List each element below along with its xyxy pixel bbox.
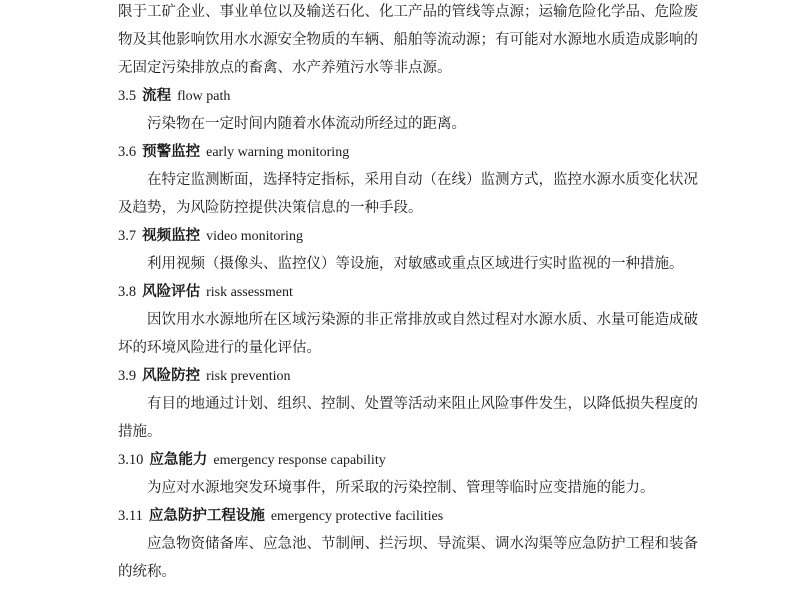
term-chinese: 应急防护工程设施 <box>148 507 265 524</box>
term-definition-3-6: 在特定监测断面，选择特定指标，采用自动（在线）监测方式，监控水源水质变化状况 <box>147 172 698 188</box>
term-definition-3-6-cont: 及趋势，为风险防控提供决策信息的一种手段。 <box>118 200 423 216</box>
term-english: video monitoring <box>206 229 303 244</box>
term-heading-3-11 <box>118 506 443 527</box>
term-chinese: 风险防控 <box>142 367 201 384</box>
term-english: emergency response capability <box>213 453 386 468</box>
term-definition-3-11-cont: 的统称。 <box>118 564 176 580</box>
term-number: 3.9 <box>118 368 137 384</box>
term-definition-3-7: 利用视频（摄像头、监控仪）等设施，对敏感或重点区域进行实时监视的一种措施。 <box>147 256 684 272</box>
term-chinese: 视频监控 <box>142 227 201 244</box>
term-number: 3.10 <box>118 452 144 468</box>
intro-line-3: 无固定污染排放点的畜禽、水产养殖污水等非点源。 <box>118 60 452 76</box>
term-heading-3-7 <box>118 226 303 247</box>
term-english: flow path <box>177 89 231 104</box>
term-chinese: 应急能力 <box>149 451 208 468</box>
term-number: 3.8 <box>118 284 137 300</box>
term-chinese: 流程 <box>142 87 172 104</box>
term-definition-3-9-cont: 措施。 <box>118 424 162 440</box>
term-number: 3.5 <box>118 88 137 104</box>
term-definition-3-10: 为应对水源地突发环境事件，所采取的污染控制、管理等临时应变措施的能力。 <box>147 480 655 496</box>
term-heading-3-10 <box>118 450 386 471</box>
term-english: emergency protective facilities <box>270 509 444 524</box>
term-definition-3-5: 污染物在一定时间内随着水体流动所经过的距离。 <box>147 116 466 132</box>
term-heading-3-5 <box>118 86 230 107</box>
term-english: risk assessment <box>206 285 293 300</box>
intro-line-1: 限于工矿企业、事业单位以及输送石化、化工产品的管线等点源；运输危险化学品、危险废 <box>118 4 698 20</box>
term-number: 3.11 <box>118 508 143 524</box>
term-chinese: 风险评估 <box>142 283 201 300</box>
term-english: early warning monitoring <box>206 145 350 160</box>
term-number: 3.6 <box>118 144 137 160</box>
term-definition-3-8: 因饮用水水源地所在区域污染源的非正常排放或自然过程对水源水质、水量可能造成破 <box>147 312 698 328</box>
term-heading-3-6 <box>118 142 349 163</box>
term-heading-3-9 <box>118 366 291 387</box>
intro-line-2: 物及其他影响饮用水水源安全物质的车辆、船舶等流动源；有可能对水源地水质造成影响的 <box>118 32 698 48</box>
term-heading-3-8 <box>118 282 293 303</box>
term-english: risk prevention <box>206 369 291 384</box>
term-definition-3-9: 有目的地通过计划、组织、控制、处置等活动来阻止风险事件发生，以降低损失程度的 <box>147 396 698 412</box>
term-chinese: 预警监控 <box>142 143 201 160</box>
term-definition-3-11: 应急物资储备库、应急池、节制闸、拦污坝、导流渠、调水沟渠等应急防护工程和装备 <box>147 536 698 552</box>
term-definition-3-8-cont: 坏的环境风险进行的量化评估。 <box>118 340 321 356</box>
term-number: 3.7 <box>118 228 137 244</box>
